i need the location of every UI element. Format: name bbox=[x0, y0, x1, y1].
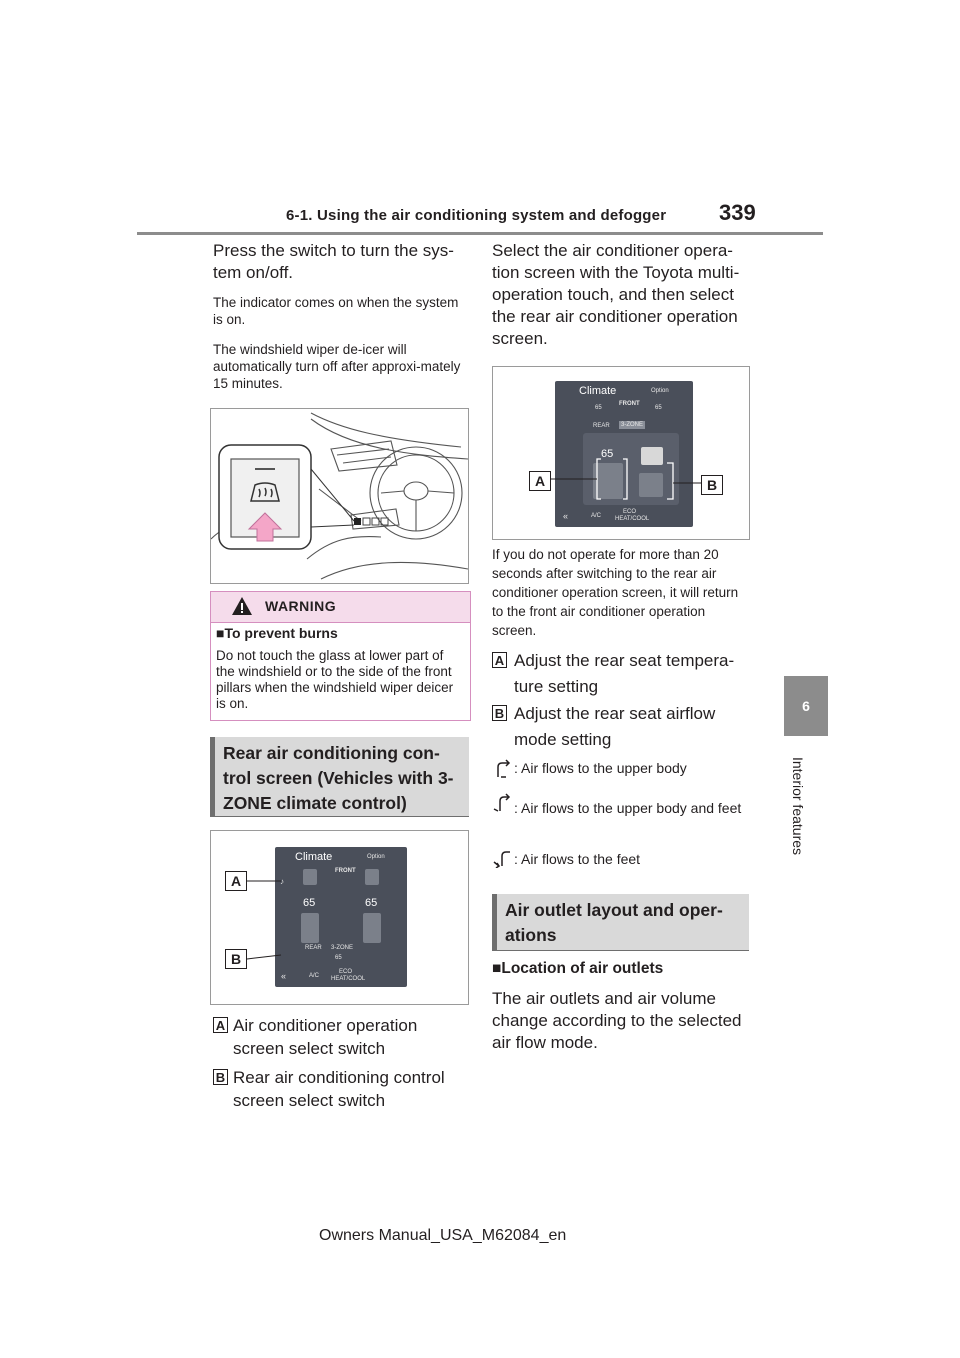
screen3-three-zone-button[interactable]: 3-ZONE bbox=[621, 422, 644, 428]
item-b-label: B bbox=[213, 1069, 228, 1085]
warning-box bbox=[210, 591, 471, 721]
warning-text: Do not touch the glass at lower part of the windshield or to the side of the front pillars when the windshield wiper deicer is on. bbox=[216, 648, 454, 711]
right-intro-text: Select the air conditioner opera-tion screen with the Toyota multi-operation touch, and then select the rear air conditioner operation screen. bbox=[492, 241, 740, 348]
chapter-tab-number: 6 bbox=[784, 676, 828, 736]
screen3-heat-cool-button[interactable]: HEAT/COOL bbox=[615, 516, 650, 522]
screen3-front-right-temp: 65 bbox=[655, 405, 662, 411]
screen3-callout-b: B bbox=[701, 475, 723, 495]
screen3-front-left-temp: 65 bbox=[595, 405, 602, 411]
closing-text: The air outlets and air volume change according to the selected air flow mode. bbox=[492, 989, 742, 1052]
air-outlet-section-heading: Air outlet layout and oper-ations bbox=[492, 894, 749, 951]
screen3-callout-brackets bbox=[493, 367, 749, 539]
music-icon[interactable]: ♪ bbox=[280, 877, 284, 886]
rear-button[interactable]: REAR bbox=[305, 945, 322, 951]
callout-a: A bbox=[225, 871, 247, 891]
screen3-rear-label[interactable]: REAR bbox=[593, 423, 610, 429]
screen3-front-label: FRONT bbox=[619, 401, 640, 407]
right-item-a-label: A bbox=[492, 652, 507, 668]
front-label: FRONT bbox=[335, 868, 356, 874]
right-item-b-label: B bbox=[492, 705, 507, 721]
callout-lines bbox=[211, 831, 468, 1004]
switch-row bbox=[354, 518, 388, 525]
screen-title: Climate bbox=[295, 851, 333, 863]
front-left-temp: 65 bbox=[303, 897, 316, 909]
screen3-option-button[interactable]: Option bbox=[651, 388, 669, 394]
item-a-label: A bbox=[213, 1017, 228, 1033]
screen3-eco-label: ECO bbox=[623, 509, 637, 515]
item-a-text: Air conditioner operation screen select switch bbox=[233, 1016, 418, 1058]
screen3-rear-temp: 65 bbox=[601, 448, 614, 460]
screen3-prev-arrow[interactable]: « bbox=[563, 511, 569, 521]
screen3-title: Climate bbox=[579, 385, 617, 397]
ac-button[interactable]: A/C bbox=[309, 973, 320, 979]
page-number: 339 bbox=[719, 200, 756, 225]
rear-climate-screen-figure bbox=[492, 366, 750, 540]
three-zone-button[interactable]: 3-ZONE bbox=[331, 945, 354, 951]
callout-b: B bbox=[225, 949, 247, 969]
item-b-text: Rear air conditioning control screen select switch bbox=[233, 1068, 445, 1110]
wiper-deicer-switch-figure bbox=[210, 408, 469, 584]
prev-arrow[interactable]: « bbox=[281, 971, 287, 981]
option-button[interactable]: Option bbox=[367, 854, 385, 860]
footer-doc-id: Owners Manual_USA_M62084_en bbox=[319, 1227, 567, 1244]
right-item-a-text: Adjust the rear seat tempera-ture setting bbox=[514, 651, 735, 696]
heat-cool-button[interactable]: HEAT/COOL bbox=[331, 976, 366, 982]
note-indicator: The indicator comes on when the system is on. bbox=[213, 295, 459, 327]
warning-subtitle: ■To prevent burns bbox=[216, 625, 338, 641]
intro-text: Press the switch to turn the sys-tem on/off. bbox=[213, 241, 454, 282]
warning-icon bbox=[231, 596, 253, 616]
screen3-ac-button[interactable]: A/C bbox=[591, 513, 602, 519]
warning-header bbox=[211, 592, 470, 623]
front-right-temp: 65 bbox=[365, 897, 378, 909]
feet-icon bbox=[492, 846, 514, 868]
chapter-tab-label: Interior features bbox=[790, 756, 806, 856]
timeout-note: If you do not operate for more than 20 seconds after switching to the rear air conditioner operation screen, it will return to the front air conditioner operation screen. bbox=[492, 547, 739, 638]
note-wiper-deicer: The windshield wiper de-icer will automatically turn off after approxi-mately 15 minutes. bbox=[213, 342, 461, 391]
dashboard-illustration bbox=[211, 409, 468, 583]
section-title: 6-1. Using the air conditioning system and defogger bbox=[286, 207, 667, 224]
upper-body-text: : Air flows to the upper body bbox=[514, 760, 687, 776]
upper-body-icon bbox=[492, 757, 514, 779]
header-rule bbox=[137, 232, 823, 235]
rear-ac-section-heading: Rear air conditioning con-trol screen (Vehicles with 3-ZONE climate control) bbox=[210, 737, 469, 817]
feet-text: : Air flows to the feet bbox=[514, 851, 641, 867]
location-subheading: ■Location of air outlets bbox=[492, 960, 664, 977]
eco-label: ECO bbox=[339, 969, 353, 975]
screen3-callout-a: A bbox=[529, 471, 551, 491]
right-item-b-text: Adjust the rear seat airflow mode setting bbox=[514, 704, 716, 749]
upper-body-feet-text: : Air flows to the upper body and feet bbox=[514, 800, 742, 816]
rear-temp: 65 bbox=[335, 955, 342, 961]
climate-screen-figure bbox=[210, 830, 469, 1005]
warning-title: WARNING bbox=[265, 598, 337, 614]
